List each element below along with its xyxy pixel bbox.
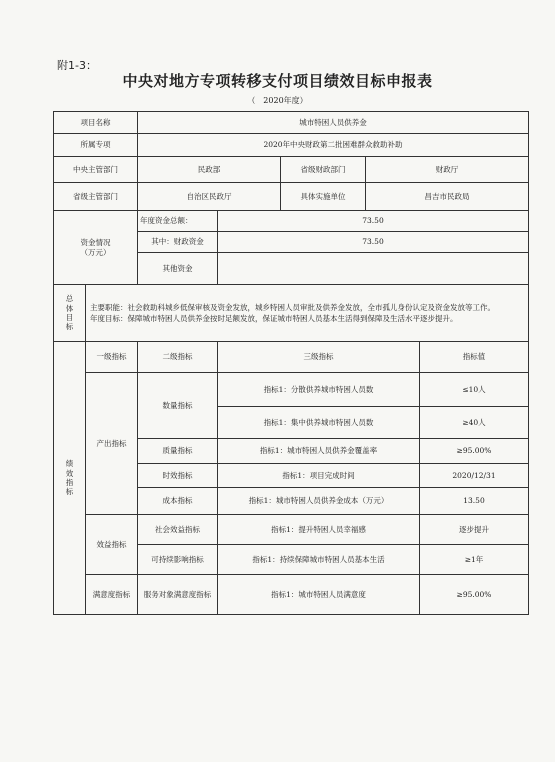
timeliness-indicator-label: 时效指标 bbox=[138, 464, 218, 488]
fiscal-year: （ 2020年度） bbox=[247, 96, 308, 105]
benefit-indicator-label: 效益指标 bbox=[86, 515, 138, 575]
indicator-name: 指标1：项目完成时间 bbox=[218, 464, 420, 488]
overall-goal-label bbox=[54, 285, 86, 342]
row-central-dept bbox=[54, 157, 529, 183]
prov-dept-label: 省级主管部门 bbox=[54, 183, 138, 211]
indicator-value: ≥95.00% bbox=[420, 575, 529, 615]
row-prov-dept bbox=[54, 183, 529, 211]
indicator-value: 逐步提升 bbox=[420, 515, 529, 545]
annex-label: 附1-3： bbox=[57, 59, 97, 72]
project-name-value: 城市特困人员供养金 bbox=[138, 112, 529, 134]
annual-goal-text: 年度目标：保障城市特困人员供养金按时足额发放，保证城市特困人员基本生活得到保障及生活水平逐步提升。 bbox=[90, 313, 458, 323]
prov-dept-value: 自治区民政厅 bbox=[138, 183, 281, 211]
table-row bbox=[54, 373, 529, 407]
overall-goal-char: 目 bbox=[65, 313, 74, 322]
indicator-value: ≥95.00% bbox=[420, 439, 529, 464]
impl-unit-label: 具体实施单位 bbox=[281, 183, 366, 211]
service-satisfaction-label: 服务对象满意度指标 bbox=[138, 575, 218, 615]
page-title: 中央对地方专项转移支付项目绩效目标申报表 bbox=[122, 72, 433, 90]
overall-goal-char: 体 bbox=[65, 303, 74, 313]
other-funds-value bbox=[218, 253, 529, 285]
indicator-name: 指标1：城市特困人员供养金成本（万元） bbox=[218, 488, 420, 515]
indicator-value: 13.50 bbox=[420, 488, 529, 515]
indicators-char: 指 bbox=[65, 478, 74, 487]
indicator-name: 指标1：分散供养城市特困人员数 bbox=[218, 373, 420, 407]
overall-goal-content bbox=[86, 285, 529, 342]
indicator-name: 指标1：城市特困人员满意度 bbox=[218, 575, 420, 615]
prov-finance-value: 财政厅 bbox=[366, 157, 529, 183]
table-row bbox=[54, 515, 529, 545]
other-funds-label: 其他资金 bbox=[138, 253, 218, 285]
main-duty-text: 主要职能：社会救助科城乡低保审核及资金发放，城乡特困人员审批及供养金发放，全市孤儿身份认定及资金发放等工作。 bbox=[90, 303, 495, 313]
header-level1: 一级指标 bbox=[86, 342, 138, 373]
satisfaction-indicator-label: 满意度指标 bbox=[86, 575, 138, 615]
header-level2: 二级指标 bbox=[138, 342, 218, 373]
project-name-label: 项目名称 bbox=[54, 112, 138, 134]
indicator-name: 指标1：城市特困人员供养金覆盖率 bbox=[218, 439, 420, 464]
indicators-char: 绩 bbox=[65, 459, 74, 469]
funds-unit: （万元） bbox=[80, 247, 111, 257]
indicator-name: 指标1：集中供养城市特困人员数 bbox=[218, 407, 420, 439]
indicators-label bbox=[54, 342, 86, 615]
indicator-value: ≥40人 bbox=[420, 407, 529, 439]
row-indicator-header bbox=[54, 342, 529, 373]
output-indicator-label: 产出指标 bbox=[86, 373, 138, 515]
indicator-name: 指标1：持续保障城市特困人员基本生活 bbox=[218, 545, 420, 575]
row-special-project bbox=[54, 134, 529, 157]
quality-indicator-label: 质量指标 bbox=[138, 439, 218, 464]
annual-total-label: 年度资金总额： bbox=[138, 211, 218, 232]
social-benefit-label: 社会效益指标 bbox=[138, 515, 218, 545]
special-project-value: 2020年中央财政第二批困难群众救助补助 bbox=[138, 134, 529, 157]
row-project-name bbox=[54, 112, 529, 134]
special-project-label: 所属专项 bbox=[54, 134, 138, 157]
row-funds-total bbox=[54, 211, 529, 232]
indicators-char: 效 bbox=[65, 468, 74, 478]
impl-unit-value: 昌吉市民政局 bbox=[366, 183, 529, 211]
overall-goal-char: 总 bbox=[65, 294, 74, 304]
central-dept-value: 民政部 bbox=[138, 157, 281, 183]
indicator-value: 2020/12/31 bbox=[420, 464, 529, 488]
cost-indicator-label: 成本指标 bbox=[138, 488, 218, 515]
header-value: 指标值 bbox=[420, 342, 529, 373]
funds-label-cell bbox=[54, 211, 138, 285]
funds-label: 资金情况 bbox=[80, 238, 111, 248]
annual-total-value: 73.50 bbox=[218, 211, 529, 232]
central-dept-label: 中央主管部门 bbox=[54, 157, 138, 183]
indicators-char: 标 bbox=[65, 487, 74, 497]
table-row bbox=[54, 575, 529, 615]
performance-goal-table bbox=[53, 111, 529, 615]
indicator-value: ≤10人 bbox=[420, 373, 529, 407]
header-level3: 三级指标 bbox=[218, 342, 420, 373]
quantity-indicator-label: 数量指标 bbox=[138, 373, 218, 439]
indicator-value: ≥1年 bbox=[420, 545, 529, 575]
prov-finance-label: 省级财政部门 bbox=[281, 157, 366, 183]
indicator-name: 指标1：提升特困人员幸福感 bbox=[218, 515, 420, 545]
row-overall-goal bbox=[54, 285, 529, 342]
fiscal-funds-label: 其中：财政资金 bbox=[138, 232, 218, 253]
sustainable-impact-label: 可持续影响指标 bbox=[138, 545, 218, 575]
fiscal-funds-value: 73.50 bbox=[218, 232, 529, 253]
overall-goal-char: 标 bbox=[65, 322, 74, 332]
